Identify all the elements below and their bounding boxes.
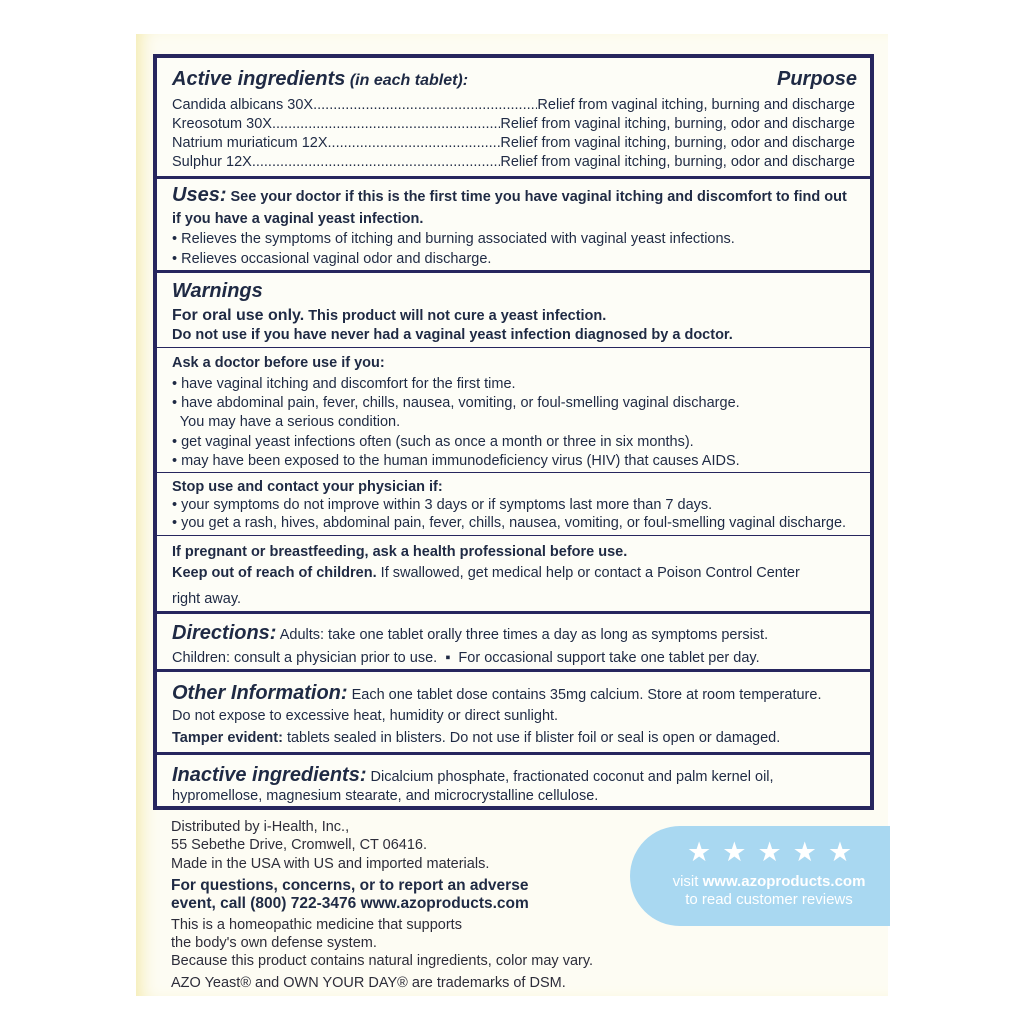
distributor-address: 55 Sebethe Drive, Cromwell, CT 06416. [171,837,428,853]
questions-line: event, call (800) 722-3476 www.azoproducts.com [171,895,529,912]
warnings-oral: For oral use only. This product will not cure a yeast infection. [172,307,607,324]
purpose-heading: Purpose [777,68,858,90]
uses-intro: Uses: See your doctor if this is the first time you have vaginal itching and discomfort to find out [172,184,847,206]
keep-out-of-reach: Keep out of reach of children. If swallowed, get medical help or contact a Poison Control Center [172,565,800,581]
section-divider [157,752,870,755]
star-icon: ★ [687,837,712,867]
subsection-divider [157,347,870,348]
homeopathic-note: This is a homeopathic medicine that supports [171,917,462,933]
badge-visit-line: visit www.azoproducts.com [672,873,866,890]
rating-stars [687,838,852,866]
stop-use-bullet: • your symptoms do not improve within 3 days or if symptoms last more than 7 days. [172,497,713,513]
questions-line: For questions, concerns, or to report an adverse [171,877,529,894]
star-icon: ★ [792,837,817,867]
active-row: Natrium muriaticum 12X ..... Relief from vaginal itching, burning, odor and discharge [172,134,855,152]
tamper-evident: Tamper evident: tablets sealed in blisters. Do not use if blister foil or seal is open or damaged. [172,730,781,746]
uses-bullet: • Relieves the symptoms of itching and burning associated with vaginal yeast infections. [172,231,735,247]
active-row: Sulphur 12X ..... Relief from vaginal itching, burning, odor and discharge [172,153,855,171]
warnings-heading: Warnings [172,280,263,302]
ask-doctor-bullet: • get vaginal yeast infections often (such as once a month or three in six months). [172,434,694,450]
review-badge [630,826,890,926]
ask-doctor-bullet: • may have been exposed to the human immunodeficiency virus (HIV) that causes AIDS. [172,453,740,469]
star-icon: ★ [757,837,782,867]
section-divider [157,669,870,672]
other-info-heading: Other Information: [172,682,348,704]
other-info-line: Other Information: Each one tablet dose contains 35mg calcium. Store at room temperature. [172,682,822,704]
star-icon: ★ [722,837,747,867]
warnings-do-not-use: Do not use if you have never had a vaginal yeast infection diagnosed by a doctor. [172,327,733,343]
distributor: Distributed by i-Health, Inc., [171,819,350,835]
uses-bullet: • Relieves occasional vaginal odor and discharge. [172,251,492,267]
badge-reviews-line: to read customer reviews [685,891,853,908]
active-ingredients-subheading: (in each tablet): [349,72,469,89]
ask-doctor-bullet: • have abdominal pain, fever, chills, nausea, vomiting, or foul-smelling vaginal discharge. [172,395,740,411]
inactive-line: Inactive ingredients: Dicalcium phosphate, fractionated coconut and palm kernel oil, [172,764,774,786]
other-info-line: Do not expose to excessive heat, humidity or direct sunlight. [172,708,559,724]
active-row: Candida albicans 30X ..... Relief from vaginal itching, burning and discharge [172,96,855,114]
active-row: Kreosotum 30X ..... Relief from vaginal itching, burning, odor and discharge [172,115,855,133]
section-divider [157,176,870,179]
keep-out-of-reach-cont: right away. [172,591,242,607]
ask-doctor-bullet: You may have a serious condition. [172,414,401,430]
uses-intro-cont: if you have a vaginal yeast infection. [172,211,424,227]
ask-doctor-heading: Ask a doctor before use if you: [172,355,385,371]
ask-doctor-bullet: • have vaginal itching and discomfort for the first time. [172,376,516,392]
stop-use-heading: Stop use and contact your physician if: [172,479,443,495]
drug-facts-panel [153,54,874,810]
subsection-divider [157,535,870,536]
stop-use-bullet: • you get a rash, hives, abdominal pain, fever, chills, nausea, vomiting, or foul-smelling vaginal discharge. [172,515,847,531]
directions-heading: Directions: [172,622,277,644]
directions-line: Directions: Adults: take one tablet orally three times a day as long as symptoms persist. [172,622,769,644]
trademark-note: AZO Yeast® and OWN YOUR DAY® are trademarks of DSM. [171,975,566,991]
inactive-line: hypromellose, magnesium stearate, and microcrystalline cellulose. [172,788,599,804]
homeopathic-note: the body's own defense system. [171,935,377,951]
natural-note: Because this product contains natural ingredients, color may vary. [171,953,594,969]
subsection-divider [157,472,870,473]
website-link[interactable]: www.azoproducts.com [702,873,866,890]
made-in: Made in the USA with US and imported materials. [171,856,490,872]
directions-line: Children: consult a physician prior to use. ▪ For occasional support take one tablet per day. [172,650,760,666]
section-divider [157,611,870,614]
section-divider [157,270,870,273]
pregnant-warning: If pregnant or breastfeeding, ask a health professional before use. [172,544,628,560]
active-ingredients-heading: Active ingredients [172,68,346,90]
star-icon: ★ [827,837,853,867]
inactive-heading: Inactive ingredients: [172,764,367,786]
uses-heading: Uses: [172,184,227,206]
